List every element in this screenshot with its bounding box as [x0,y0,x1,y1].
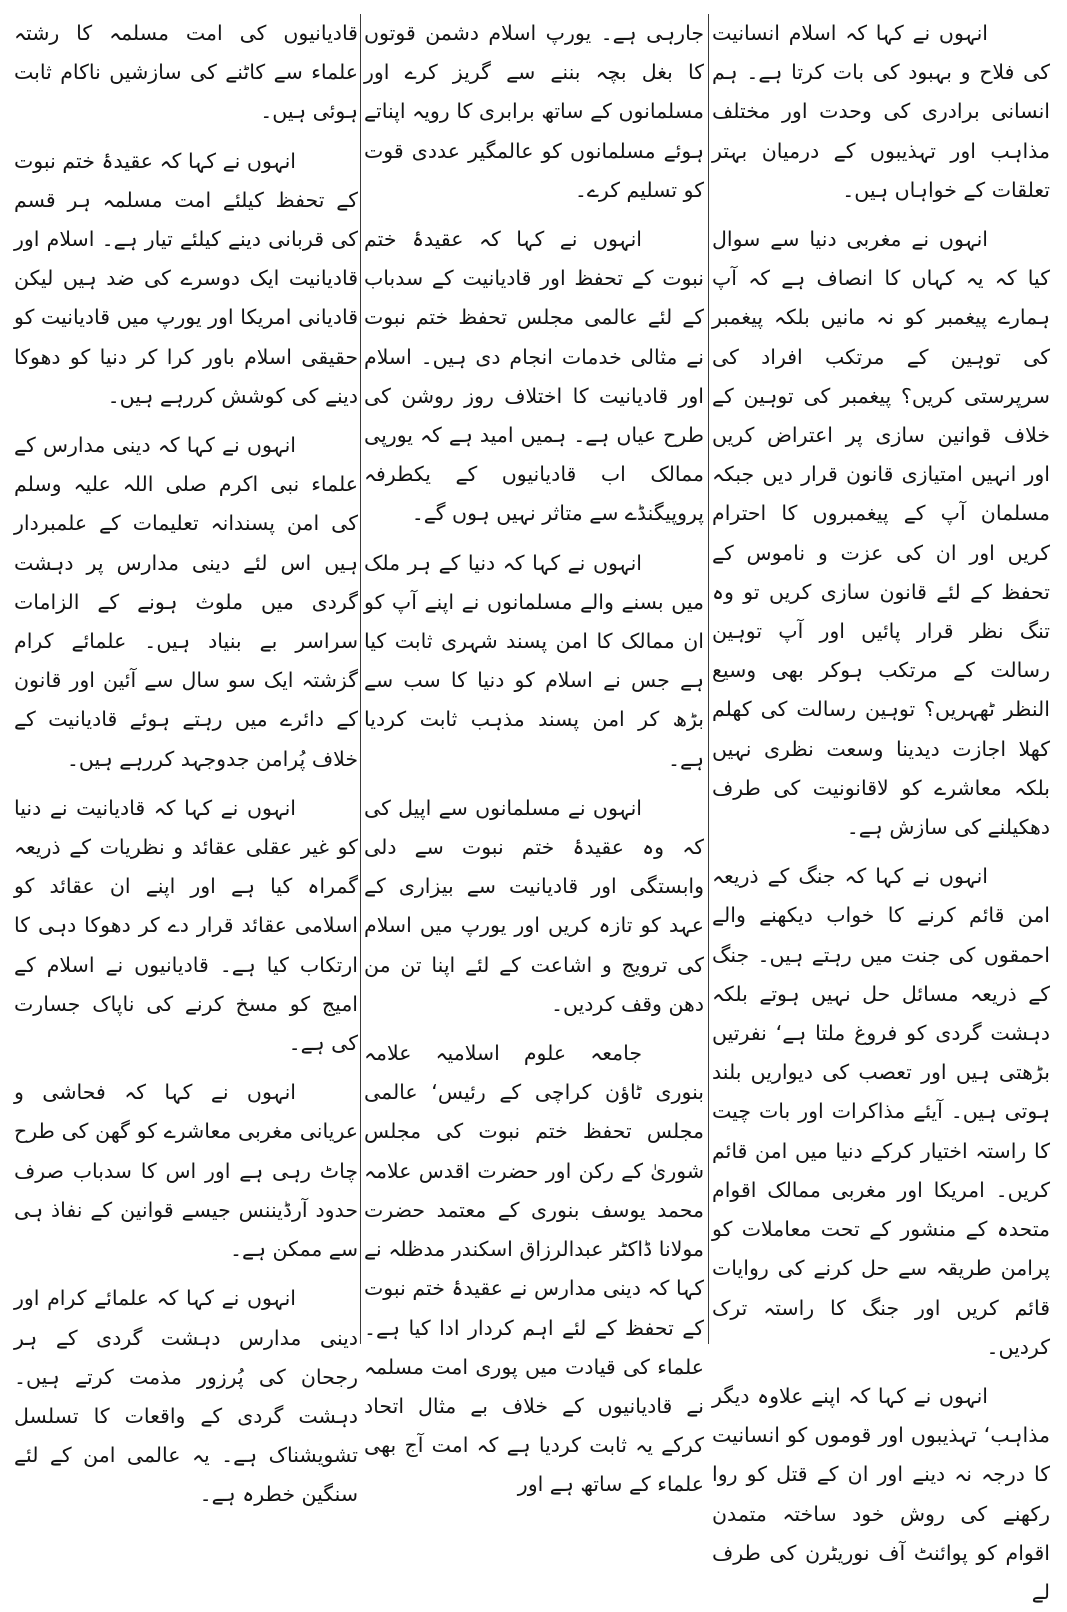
paragraph: انہوں نے کہا کہ دنیا کے ہر ملک میں بسنے والے مسلمانوں نے اپنے آپ کو ان ممالک کا امن پسند شہری ثابت کیا ہے جس نے اسلام کو دنیا کا سب سے بڑھ کر امن پسند مذہب ثابت کردیا ہے۔ [364,550,704,771]
paragraph: انہوں نے کہا کہ عقیدۂ ختم نبوت کے تحفظ کیلئے امت مسلمہ ہر قسم کی قربانی دینے کیلئے تیار ہے۔ اسلام اور قادیانیت ایک دوسرے کی ضد ہیں لیکن قادیانی امریکا اور یورپ میں قادیانیت کو حقیقی اسلام باور کرا کر دنیا کو دھوکا دینے کی کوشش کررہے ہیں۔ [14,148,358,408]
column-right [712,14,1050,1604]
column-divider [360,14,361,1344]
paragraph: انہوں نے مغربی دنیا سے سوال کیا کہ یہ کہاں کا انصاف ہے کہ آپ ہمارے پیغمبر کو نہ مانیں بلکہ پیغمبر کی توہین کے مرتکب افراد کی سرپرستی کریں؟ پیغمبر کی توہین کے خلاف قوانین سازی پر اعتراض کریں اور انہیں امتیازی قانون قرار دیں جبکہ مسلمان آپ کے پیغمبروں کا احترام کریں اور ان کی عزت و ناموس کے تحفظ کے لئے قانون سازی کریں تو وہ تنگ نظر قرار پائیں اور آپ توہین رسالت کے مرتکب ہوکر بھی وسیع النظر ٹھہریں؟ توہین رسالت کی کھلم کھلا اجازت دیدینا وسعت نظری نہیں بلکہ معاشرے کو لاقانونیت کی طرف دھکیلنے کی سازش ہے۔ [712,227,1050,840]
paragraph: انہوں نے کہا کہ دینی مدارس کے علماء نبی اکرم صلی اللہ علیہ وسلم کی امن پسندانہ تعلیمات کے علمبردار ہیں اس لئے دینی مدارس پر دہشت گردی میں ملوث ہونے کے الزامات سراسر بے بنیاد ہیں۔ علمائے کرام گزشتہ ایک سو سال سے آئین اور قانون کے دائرے میں رہتے ہوئے قادیانیت کے خلاف پُرامن جدوجہد کررہے ہیں۔ [14,433,358,771]
paragraph: انہوں نے کہا کہ علمائے کرام اور دینی مدارس دہشت گردی کے ہر رجحان کی پُرزور مذمت کرتے ہیں۔ دہشت گردی کے واقعات کا تسلسل تشویشناک ہے۔ یہ عالمی امن کے لئے سنگین خطرہ ہے۔ [14,1286,358,1507]
column-left [14,14,358,1507]
paragraph: انہوں نے کہا کہ جنگ کے ذریعہ امن قائم کرنے کا خواب دیکھنے والے احمقوں کی جنت میں رہتے ہیں۔ جنگ کے ذریعہ مسائل حل نہیں ہوتے بلکہ دہشت گردی کو فروغ ملتا ہے‘ نفرتیں بڑھتی ہیں اور تعصب کی دیواریں بلند ہوتی ہیں۔ آیئے مذاکرات اور بات چیت کا راستہ اختیار کرکے دنیا میں امن قائم کریں۔ امریکا اور مغربی ممالک اقوام متحدہ کے منشور کے تحت معاملات کو پرامن طریقہ سے حل کرنے کی روایات قائم کریں اور جنگ کا راستہ ترک کردیں۔ [712,864,1050,1359]
paragraph: جارہی ہے۔ یورپ اسلام دشمن قوتوں کا بغل بچہ بننے سے گریز کرے اور مسلمانوں کے ساتھ برابری کا رویہ اپناتے ہوئے مسلمانوں کو عالمگیر عددی قوت کو تسلیم کرے۔ [364,21,704,202]
paragraph: قادیانیوں کی امت مسلمہ کا رشتہ علماء سے کاٹنے کی سازشیں ناکام ثابت ہوئی ہیں۔ [14,21,358,124]
paragraph: انہوں نے کہا کہ فحاشی و عریانی مغربی معاشرے کو گھن کی طرح چاٹ رہی ہے اور اس کا سدباب صرف حدود آرڈیننس جیسے قوانین کے نفاذ ہی سے ممکن ہے۔ [14,1080,358,1262]
paragraph: انہوں نے کہا کہ قادیانیت نے دنیا کو غیر عقلی عقائد و نظریات کے ذریعہ گمراہ کیا ہے اور اپنے ان عقائد کو اسلامی عقائد قرار دے کر دھوکا دہی کا ارتکاب کیا ہے۔ قادیانیوں نے اسلام کے امیج کو مسخ کرنے کی ناپاک جسارت کی ہے۔ [14,795,358,1056]
column-divider [708,14,709,1344]
paragraph: جامعہ علوم اسلامیہ علامہ بنوری ٹاؤن کراچی کے رئیس‘ عالمی مجلس تحفظ ختم نبوت کی مجلس شوریٰ کے رکن اور حضرت اقدس علامہ محمد یوسف بنوری کے معتمد حضرت مولانا ڈاکٹر عبدالرزاق اسکندر مدظلہ نے کہا کہ دینی مدارس نے عقیدۂ ختم نبوت کے تحفظ کے لئے اہم کردار ادا کیا ہے۔ علماء کی قیادت میں پوری امت مسلمہ نے قادیانیوں کے خلاف بے مثال اتحاد کرکے یہ ثابت کردیا ہے کہ امت آج بھی علماء کے ساتھ ہے اور [364,1041,704,1497]
paragraph: انہوں نے کہا کہ عقیدۂ ختم نبوت کے تحفظ اور قادیانیت کے سدباب کے لئے عالمی مجلس تحفظ ختم نبوت نے مثالی خدمات انجام دی ہیں۔ اسلام اور قادیانیت کا اختلاف روز روشن کی طرح عیاں ہے۔ ہمیں امید ہے کہ یورپی ممالک اب قادیانیوں کے یکطرفہ پروپیگنڈے سے متاثر نہیں ہوں گے۔ [364,227,704,526]
paragraph: انہوں نے مسلمانوں سے اپیل کی کہ وہ عقیدۂ ختم نبوت سے دلی وابستگی اور قادیانیت سے بیزاری کے عہد کو تازہ کریں اور یورپ میں اسلام کی ترویج و اشاعت کے لئے اپنا تن من دھن وقف کردیں۔ [364,795,704,1016]
paragraph: انہوں نے کہا کہ اپنے علاوہ دیگر مذاہب‘ تہذیبوں اور قوموں کو انسانیت کا درجہ نہ دینے اور ان کے قتل کو روا رکھنے کی روش خود ساختہ متمدن اقوام کو پوائنٹ آف نوریٹرن کی طرف لے [712,1383,1050,1604]
paragraph: انہوں نے کہا کہ اسلام انسانیت کی فلاح و بہبود کی بات کرتا ہے۔ ہم انسانی برادری کی وحدت اور مختلف مذاہب اور تہذیبوں کے درمیان بہتر تعلقات کے خواہاں ہیں۔ [712,21,1050,202]
column-middle [364,14,704,1497]
